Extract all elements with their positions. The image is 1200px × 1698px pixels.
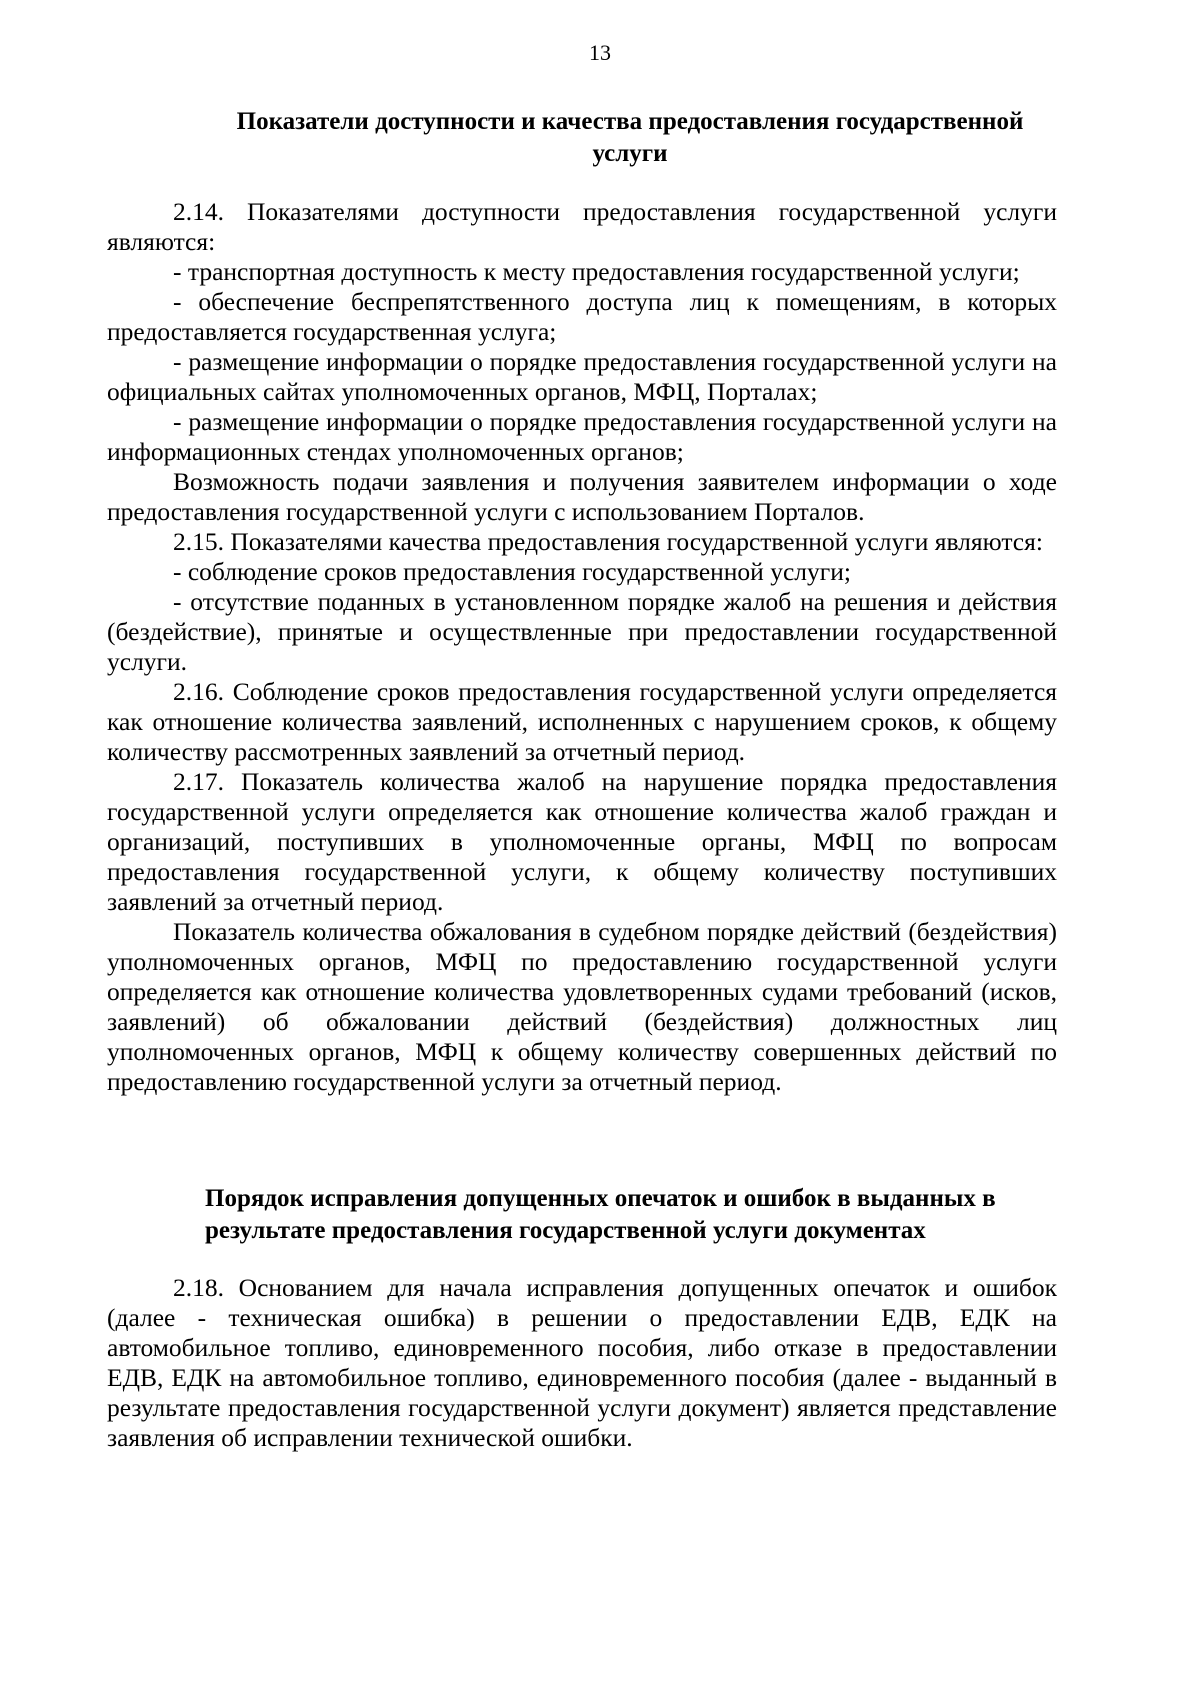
paragraph-2-15: 2.15. Показателями качества предоставления государственной услуги являются: bbox=[173, 527, 1043, 556]
list-item: - размещение информации о порядке предоставления государственной услуги на официальных сайтах уполномоченных органов, МФЦ, Порталах; bbox=[107, 347, 1057, 406]
heading-line: результате предоставления государственной услуги документах bbox=[205, 1217, 926, 1244]
page-number: 13 bbox=[589, 40, 611, 65]
list-item: - транспортная доступность к месту предоставления государственной услуги; bbox=[173, 257, 1020, 286]
paragraph-2-18: 2.18. Основанием для начала исправления допущенных опечаток и ошибок (далее - техническая ошибка) в решении о предоставлении ЕДВ, ЕДК на автомобильное топливо, единовременного пособия, либо отказе в предоставлении ЕДВ, ЕДК на автомобильное топливо, единовременного пособия (далее - выданный в результате предоставления государственной услуги документ) является представление заявления об исправлении технической ошибки. bbox=[107, 1273, 1057, 1452]
heading-line: услуги bbox=[592, 140, 668, 167]
list-item: - соблюдение сроков предоставления государственной услуги; bbox=[173, 557, 851, 586]
section-heading-error-correction bbox=[205, 1183, 1055, 1247]
section-body-availability-quality bbox=[107, 197, 1057, 1097]
paragraph: Показатель количества обжалования в судебном порядке действий (бездействия) уполномоченных органов, МФЦ по предоставлению государственной услуги определяется как отношение количества удовлетворенных судами требований (исков, заявлений) об обжаловании действий (бездействия) должностных лиц уполномоченных органов, МФЦ к общему количеству совершенных действий по предоставлению государственной услуги за отчетный период. bbox=[107, 917, 1057, 1096]
paragraph-2-16: 2.16. Соблюдение сроков предоставления государственной услуги определяется как отношение количества заявлений, исполненных с нарушением сроков, к общему количеству рассмотренных заявлений за отчетный период. bbox=[107, 677, 1057, 766]
paragraph: Возможность подачи заявления и получения заявителем информации о ходе предоставления государственной услуги с использованием Порталов. bbox=[107, 467, 1057, 526]
heading-line: Показатели доступности и качества предоставления государственной bbox=[236, 108, 1024, 135]
list-item: - размещение информации о порядке предоставления государственной услуги на информационных стендах уполномоченных органов; bbox=[107, 407, 1057, 466]
paragraph-2-17: 2.17. Показатель количества жалоб на нарушение порядка предоставления государственной услуги определяется как отношение количества жалоб граждан и организаций, поступивших в уполномоченные органы, МФЦ по вопросам предоставления государственной услуги, к общему количеству поступивших заявлений за отчетный период. bbox=[107, 767, 1057, 916]
section-heading-availability-quality bbox=[205, 106, 1055, 170]
list-item: - отсутствие поданных в установленном порядке жалоб на решения и действия (бездействие), принятые и осуществленные при предоставлении государственной услуги. bbox=[107, 587, 1057, 676]
section-body-error-correction bbox=[107, 1273, 1057, 1453]
paragraph-2-14: 2.14. Показателями доступности предоставления государственной услуги являются: bbox=[107, 197, 1057, 256]
heading-line: Порядок исправления допущенных опечаток и ошибок в выданных в bbox=[205, 1185, 996, 1212]
list-item: - обеспечение беспрепятственного доступа лиц к помещениям, в которых предоставляется государственная услуга; bbox=[107, 287, 1057, 346]
